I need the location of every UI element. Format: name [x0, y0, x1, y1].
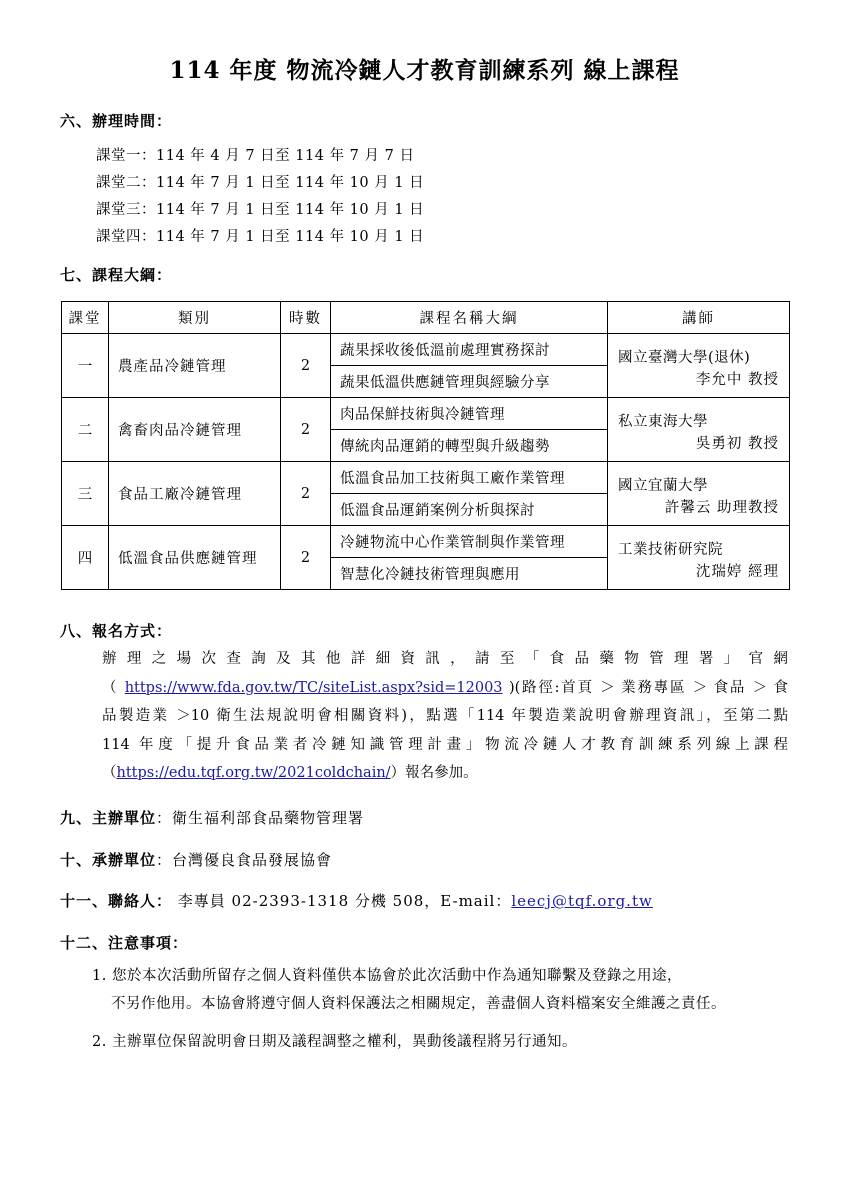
registration-line-5 — [102, 759, 788, 788]
note-1-line-2: 不另作他用。本協會將遵守個人資料保護法之相關規定，善盡個人資料檔案安全維護之責任。 — [111, 996, 726, 1012]
table-header-row — [62, 302, 790, 334]
category-cell: 農產品冷鏈管理 — [109, 334, 281, 398]
note-1 — [92, 962, 726, 1018]
header-hours: 時數 — [281, 302, 331, 334]
section9 — [60, 807, 364, 828]
section12-heading: 十二、注意事項： — [60, 934, 189, 952]
hours-cell: 2 — [281, 334, 331, 398]
organizer-heading: 九、主辦單位 — [60, 809, 157, 827]
instructor-name: 許馨云 助理教授 — [664, 500, 779, 516]
course-name: 智慧化冷鏈技術管理與應用 — [331, 558, 608, 590]
instructor-cell — [608, 526, 790, 590]
section7-heading: 七、課程大綱： — [60, 266, 173, 284]
instructor-cell — [608, 462, 790, 526]
note-2: 2. 主辦單位保留說明會日期及議程調整之權利，異動後議程將另行通知。 — [92, 1034, 577, 1050]
section10 — [60, 849, 332, 870]
header-category: 類別 — [109, 302, 281, 334]
executor-heading: 十、承辦單位 — [60, 851, 157, 869]
session-date-2: 課堂二：114 年 7 月 1 日至 114 年 10 月 1 日 — [96, 175, 425, 191]
course-name: 肉品保鮮技術與冷鏈管理 — [331, 398, 608, 430]
session-number: 三 — [62, 462, 109, 526]
paren-open: （ — [102, 679, 125, 696]
instructor-name: 李允中 教授 — [695, 372, 779, 388]
instructor-org: 工業技術研究院 — [618, 542, 723, 558]
registration-line-3: 品製造業 ＞10 衛生法規說明會相關資料)，點選「114 年製造業說明會辦理資訊」，至第二點 — [102, 708, 788, 724]
page-title: 114 年度 物流冷鏈人才教育訓練系列 線上課程 — [169, 57, 680, 84]
contact-email-link[interactable]: leecj@tqf.org.tw — [511, 892, 653, 910]
registration-line-2 — [102, 674, 788, 703]
session-date-3: 課堂三：114 年 7 月 1 日至 114 年 10 月 1 日 — [96, 202, 425, 218]
fda-website-link[interactable]: https://www.fda.gov.tw/TC/siteList.aspx?sid=12003 — [124, 679, 503, 696]
course-table — [61, 301, 790, 590]
section6-heading: 六、辦理時間： — [60, 112, 173, 130]
organizer-value: ：衛生福利部食品藥物管理署 — [156, 809, 365, 827]
table-row — [62, 526, 790, 558]
course-name: 蔬果低溫供應鏈管理與經驗分享 — [331, 366, 608, 398]
section11 — [60, 890, 653, 911]
path-text: )(路徑:首頁 ＞ 業務專區 ＞ 食品 ＞ 食 — [502, 679, 788, 696]
table-row — [62, 462, 790, 494]
session-number: 二 — [62, 398, 109, 462]
session-number: 一 — [62, 334, 109, 398]
signup-text: ）報名參加。 — [390, 765, 478, 781]
note-1-line-1: 1. 您於本次活動所留存之個人資料僅供本協會於此次活動中作為通知聯繫及登錄之用途， — [92, 968, 682, 984]
paren-open: （ — [102, 765, 117, 781]
session-date-4: 課堂四：114 年 7 月 1 日至 114 年 10 月 1 日 — [96, 229, 425, 245]
header-session: 課堂 — [62, 302, 109, 334]
section8-heading: 八、報名方式： — [60, 622, 173, 640]
instructor-name: 沈瑞婷 經理 — [695, 564, 779, 580]
course-name: 低溫食品加工技術與工廠作業管理 — [331, 462, 608, 494]
contact-heading: 十一、聯絡人： — [60, 892, 173, 910]
instructor-org: 國立臺灣大學(退休) — [618, 350, 751, 366]
table-row — [62, 398, 790, 430]
category-cell: 禽畜肉品冷鏈管理 — [109, 398, 281, 462]
header-course-outline: 課程名稱大綱 — [331, 302, 608, 334]
registration-line-4: 114 年度「提升食品業者冷鏈知識管理計畫」物流冷鏈人才教育訓練系列線上課程 — [102, 736, 788, 753]
instructor-cell — [608, 334, 790, 398]
course-name: 冷鏈物流中心作業管制與作業管理 — [331, 526, 608, 558]
executor-value: ：台灣優良食品發展協會 — [156, 851, 333, 869]
course-name: 蔬果採收後低溫前處理實務探討 — [331, 334, 608, 366]
instructor-org: 國立宜蘭大學 — [618, 478, 708, 494]
category-cell: 低溫食品供應鏈管理 — [109, 526, 281, 590]
session-date-1: 課堂一：114 年 4 月 7 日至 114 年 7 月 7 日 — [96, 148, 415, 164]
hours-cell: 2 — [281, 526, 331, 590]
hours-cell: 2 — [281, 462, 331, 526]
contact-value: 李專員 02-2393-1318 分機 508，E-mail： — [172, 892, 512, 910]
session-number: 四 — [62, 526, 109, 590]
registration-line-1: 辦 理 之 場 次 查 詢 及 其 他 詳 細 資 訊 ， 請 至 「 食 品 藥 物 管 理 署 」 官 網 — [102, 651, 788, 667]
instructor-name: 吳勇初 教授 — [695, 436, 779, 452]
course-name: 低溫食品運銷案例分析與探討 — [331, 494, 608, 526]
registration-paragraph — [102, 645, 788, 788]
course-name: 傳統肉品運銷的轉型與升級趨勢 — [331, 430, 608, 462]
table-row — [62, 334, 790, 366]
header-instructor: 講師 — [608, 302, 790, 334]
category-cell: 食品工廠冷鏈管理 — [109, 462, 281, 526]
instructor-cell — [608, 398, 790, 462]
hours-cell: 2 — [281, 398, 331, 462]
instructor-org: 私立東海大學 — [618, 414, 708, 430]
tqf-course-link[interactable]: https://edu.tqf.org.tw/2021coldchain/ — [116, 765, 391, 781]
